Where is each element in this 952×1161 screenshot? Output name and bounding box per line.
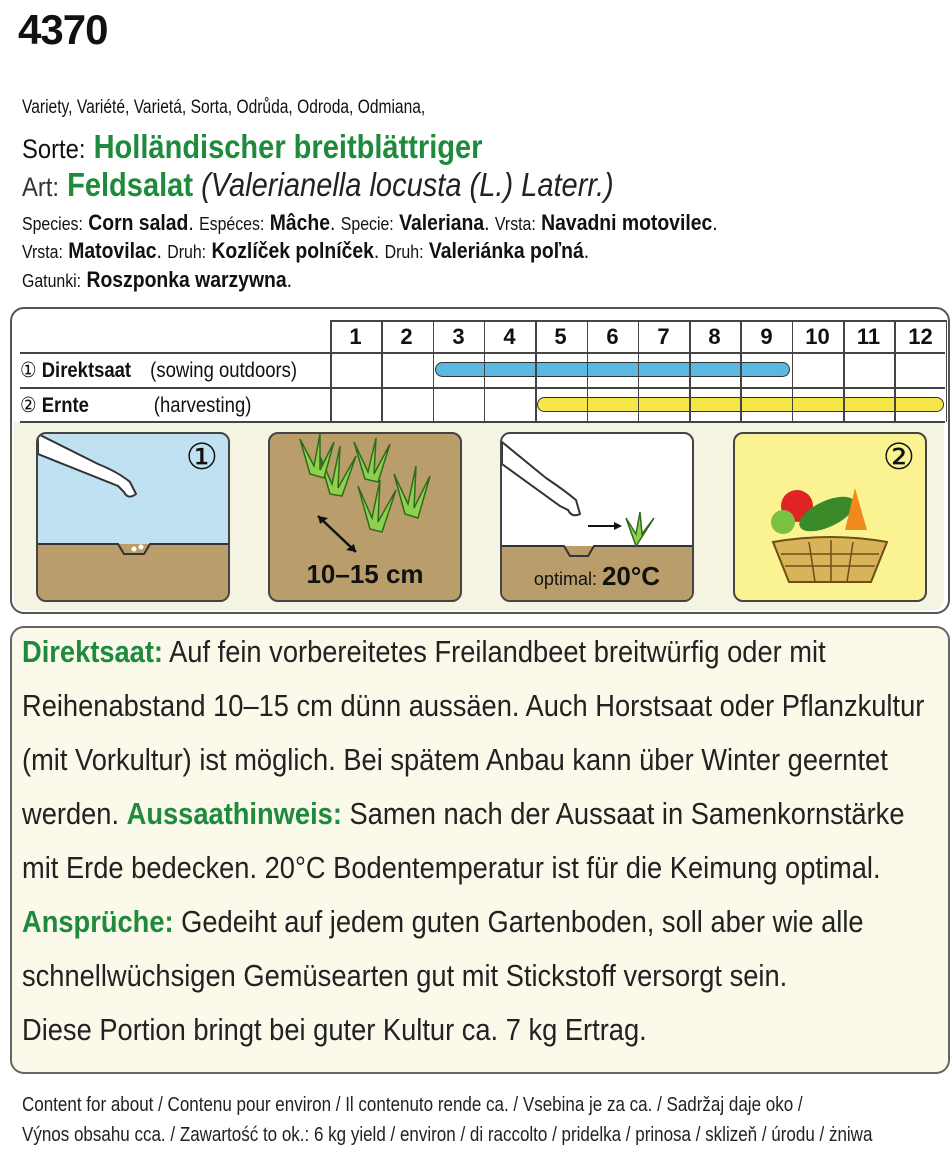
latin-name: (Valerianella locusta (L.) Laterr.) (201, 166, 614, 203)
month-label: 6 (606, 324, 619, 349)
species-name: Matovilac (68, 238, 157, 263)
month-label: 3 (452, 324, 465, 349)
row-title: Ernte (41, 394, 89, 417)
row-number: ② (20, 394, 37, 417)
description-segment: Auf fein vorbereitetes Freilandbeet breitwürfig oder mit (163, 634, 826, 669)
spacing-picture (268, 432, 462, 602)
species-name: Corn salad (88, 210, 189, 235)
species-name: Valeriana (399, 210, 485, 235)
species-line-3: Gatunki: Roszponka warzywna. (22, 267, 292, 292)
germination-picture (500, 432, 694, 602)
grid-line (535, 320, 537, 422)
grid-line (689, 320, 691, 422)
art-name: Feldsalat (67, 166, 193, 203)
species-prefix: Vrsta: (22, 242, 63, 262)
month-label: 8 (708, 324, 721, 349)
grid-line (792, 320, 794, 422)
description-line (22, 850, 881, 886)
grid-line (20, 421, 945, 423)
month-label: 7 (657, 324, 670, 349)
description-line (22, 958, 787, 994)
grid-line (433, 320, 435, 422)
sorte-line (22, 128, 482, 166)
seedlings-icon (270, 434, 462, 564)
grid-line (381, 320, 383, 422)
grid-line (20, 387, 945, 389)
grid-line (330, 320, 332, 422)
month-label: 12 (908, 324, 933, 349)
species-prefix: Specie: (340, 214, 394, 234)
product-code: 4370 (18, 6, 108, 53)
species-name: Kozlíček polníček (211, 238, 374, 263)
row-subtitle: (sowing outdoors) (150, 359, 298, 382)
species-prefix: Druh: (384, 242, 424, 262)
section-heading: Ansprüche: (22, 904, 174, 939)
description-line (22, 904, 864, 940)
description-segment: Samen nach der Aussaat in Samenkornstärke (341, 796, 905, 831)
description-segment: Diese Portion bringt bei guter Kultur ca. 7 kg Ertrag. (22, 1012, 647, 1047)
step-badge: ② (882, 436, 915, 477)
art-line (22, 166, 614, 204)
grid-line (638, 320, 640, 422)
month-label: 11 (856, 324, 881, 349)
description-line (22, 634, 826, 670)
sowing-picture (36, 432, 230, 602)
harvest-row-label (20, 393, 251, 418)
grid-line (740, 320, 742, 422)
species-prefix: Gatunki: (22, 271, 82, 291)
row-subtitle: (harvesting) (153, 394, 252, 417)
sorte-prefix: Sorte: (22, 134, 86, 164)
grid-line (484, 320, 486, 422)
step-badge: ① (185, 436, 218, 477)
description-segment: Gedeiht auf jedem guten Gartenboden, soll aber wie alle (173, 904, 864, 939)
description-line (22, 742, 888, 778)
species-name: Navadni motovilec (541, 210, 713, 235)
variety-line: Variety, Variété, Varietá, Sorta, Odrůda, Odroda, Odmiana, (22, 97, 426, 118)
temperature-prefix: optimal: (533, 569, 597, 589)
description-segment: mit Erde bedecken. 20°C Bodentemperatur ist für die Keimung optimal. (22, 850, 881, 885)
species-name: Valeriánka poľná (428, 238, 584, 263)
species-name: Mâche (269, 210, 331, 235)
footer-line-1: Content for about / Contenu pour environ / Il contenuto rende ca. / Vsebina je za ca. / Sadržaj daje oko / (22, 1094, 803, 1116)
month-label: 1 (349, 324, 362, 349)
species-prefix: Druh: (167, 242, 207, 262)
grid-line (894, 320, 896, 422)
description-line (22, 796, 905, 832)
description-segment: schnellwüchsigen Gemüsearten gut mit Stickstoff versorgt sein. (22, 958, 788, 993)
description-segment: werden. (22, 796, 127, 831)
sowing-period-bar (435, 362, 790, 377)
month-label: 9 (760, 324, 773, 349)
month-label: 10 (805, 324, 830, 349)
month-label: 5 (554, 324, 567, 349)
section-heading: Direktsaat: (22, 634, 164, 669)
grid-line (946, 320, 948, 422)
row-number: ① (20, 359, 37, 382)
description-segment: (mit Vorkultur) ist möglich. Bei spätem Anbau kann über Winter geerntet (22, 742, 888, 777)
grid-line (843, 320, 845, 422)
footer-line-2: Výnos obsahu cca. / Zawartość to ok.: 6 kg yield / environ / di raccolto / pridelka / prinosa / sklizeň / úrodu / żniwa (22, 1124, 873, 1146)
species-prefix: Species: (22, 214, 83, 234)
description-line (22, 688, 924, 724)
month-label: 2 (400, 324, 413, 349)
section-heading: Aussaathinweis: (126, 796, 342, 831)
species-name: Roszponka warzywna (86, 267, 287, 292)
species-line-1: Species: Corn salad. Espéces: Mâche. Specie: Valeriana. Vrsta: Navadni motovilec. (22, 210, 718, 235)
species-line-2: Vrsta: Matovilac. Druh: Kozlíček polníček. Druh: Valeriánka poľná. (22, 238, 590, 263)
sowing-row-label (20, 358, 297, 383)
grid-line (20, 352, 945, 354)
harvest-picture (733, 432, 927, 602)
temperature-label (502, 561, 692, 592)
temperature-value: 20°C (601, 561, 661, 591)
month-label: 4 (503, 324, 516, 349)
variety-name: Holländischer breitblättriger (93, 128, 483, 165)
species-prefix: Vrsta: (494, 214, 536, 234)
row-title: Direktsaat (41, 359, 132, 382)
spacing-label: 10–15 cm (306, 559, 424, 589)
description-line (22, 1012, 647, 1048)
description-segment: Reihenabstand 10–15 cm dünn aussäen. Auch Horstsaat oder Pflanzkultur (22, 688, 925, 723)
species-prefix: Espéces: (199, 214, 265, 234)
art-prefix: Art: (22, 172, 60, 202)
grid-line (587, 320, 589, 422)
